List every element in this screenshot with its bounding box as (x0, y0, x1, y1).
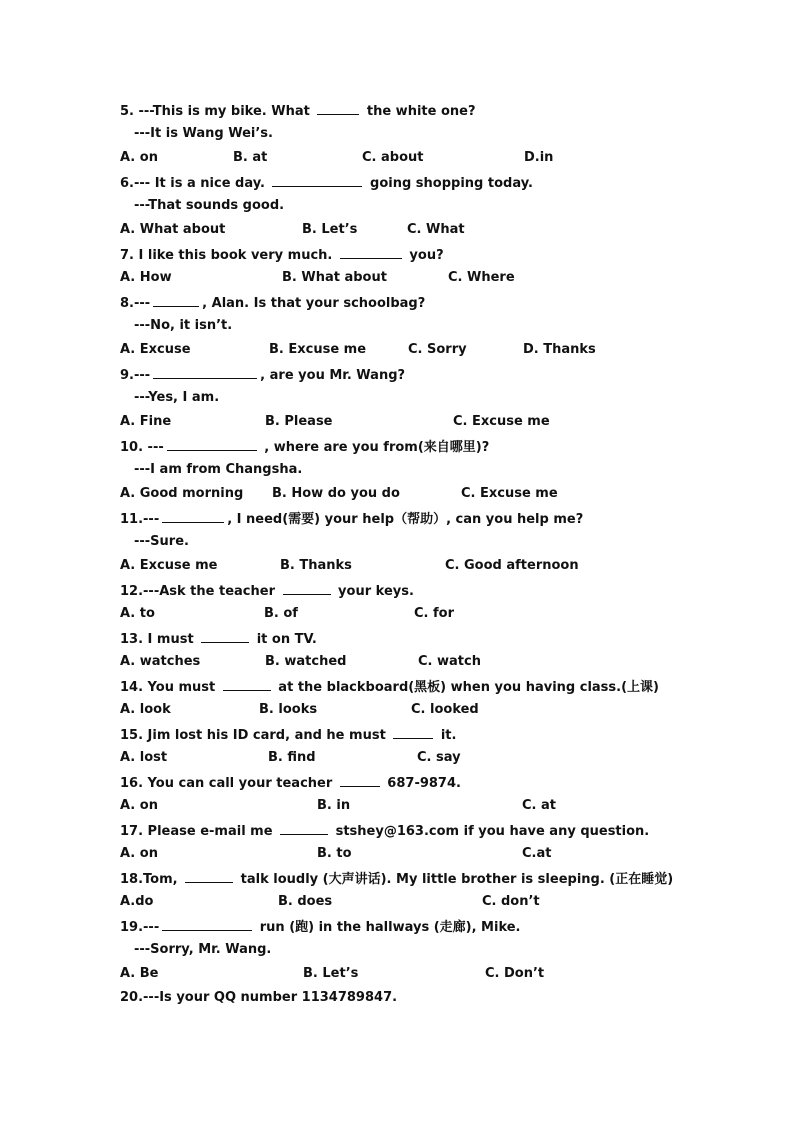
question-text: the white one? (362, 104, 476, 119)
answer-option[interactable]: C. about (362, 150, 424, 165)
answer-option[interactable]: C. watch (418, 654, 481, 669)
question-text: talk loudly (大声讲话). My little brother is sleeping. (正在睡觉) (236, 872, 674, 887)
question-text: 20.---Is your QQ number 1134789847. (120, 990, 398, 1005)
answer-option[interactable]: D. Thanks (523, 342, 596, 357)
answer-option[interactable]: A. on (120, 798, 158, 813)
answer-option[interactable]: C. Where (448, 270, 515, 285)
question-text: 13. I must (120, 632, 199, 647)
answer-blank[interactable] (223, 678, 271, 691)
answer-option[interactable]: C. at (522, 798, 556, 813)
answer-option[interactable]: B. Let’s (302, 222, 358, 237)
question-text: ---Yes, I am. (134, 390, 220, 405)
answer-blank[interactable] (162, 510, 224, 523)
question-text: 15. Jim lost his ID card, and he must (120, 728, 391, 743)
answer-option[interactable]: A. Excuse (120, 342, 191, 357)
question-text: you? (404, 248, 444, 263)
answer-option[interactable]: A. watches (120, 654, 201, 669)
question-text: ---Sure. (134, 534, 189, 549)
answer-option[interactable]: C. Don’t (485, 966, 545, 981)
dialogue-response (134, 318, 232, 334)
question-text: 18.Tom, (120, 872, 183, 887)
answer-option[interactable]: C. say (417, 750, 461, 765)
answer-option[interactable]: C. Excuse me (453, 414, 550, 429)
answer-option[interactable]: C.at (522, 846, 552, 861)
answer-option[interactable]: B. looks (259, 702, 318, 717)
question-text: 11.--- (120, 512, 160, 527)
answer-option[interactable]: B. watched (265, 654, 347, 669)
question-text: , where are you from(来自哪里)? (259, 440, 490, 455)
question-stem (120, 918, 521, 936)
question-stem (120, 246, 444, 264)
answer-blank[interactable] (167, 438, 257, 451)
answer-option[interactable]: C. don’t (482, 894, 540, 909)
answer-option[interactable]: A. How (120, 270, 172, 285)
question-stem (120, 630, 317, 648)
answer-option[interactable]: A. look (120, 702, 171, 717)
question-text: it. (436, 728, 457, 743)
answer-blank[interactable] (280, 822, 328, 835)
answer-option[interactable]: A. What about (120, 222, 226, 237)
question-text: stshey@163.com if you have any question. (331, 824, 650, 839)
question-stem (120, 678, 659, 696)
question-text: your keys. (333, 584, 414, 599)
question-text: , are you Mr. Wang? (260, 368, 406, 383)
question-stem (120, 726, 456, 744)
answer-blank[interactable] (340, 774, 380, 787)
question-text: 7. I like this book very much. (120, 248, 337, 263)
answer-option[interactable]: A. Be (120, 966, 159, 981)
question-text: , I need(需要) your help（帮助）, can you help me? (227, 512, 584, 527)
answer-blank[interactable] (201, 630, 249, 643)
question-text: ---No, it isn’t. (134, 318, 233, 333)
answer-option[interactable]: C. looked (411, 702, 479, 717)
question-text: ---It is Wang Wei’s. (134, 126, 273, 141)
dialogue-response (134, 534, 189, 550)
question-text: 14. You must (120, 680, 220, 695)
question-text: at the blackboard(黑板) when you having class.(上课) (273, 680, 659, 695)
question-text: , Alan. Is that your schoolbag? (202, 296, 426, 311)
question-stem (120, 774, 461, 792)
question-text: 16. You can call your teacher (120, 776, 337, 791)
dialogue-response (134, 198, 284, 214)
answer-option[interactable]: A. Good morning (120, 486, 244, 501)
answer-blank[interactable] (272, 174, 362, 187)
question-stem (120, 510, 583, 528)
answer-blank[interactable] (153, 294, 199, 307)
answer-blank[interactable] (162, 918, 252, 931)
question-text: 5. ---This is my bike. What (120, 104, 315, 119)
question-text: 12.---Ask the teacher (120, 584, 280, 599)
question-stem (120, 294, 425, 312)
question-stem (120, 102, 476, 120)
question-stem (120, 438, 489, 456)
answer-option[interactable]: A.do (120, 894, 154, 909)
answer-blank[interactable] (393, 726, 433, 739)
question-text: 9.--- (120, 368, 151, 383)
answer-option[interactable]: B. at (233, 150, 268, 165)
answer-option[interactable]: C. What (407, 222, 465, 237)
question-text: ---Sorry, Mr. Wang. (134, 942, 272, 957)
answer-option[interactable]: B. Thanks (280, 558, 352, 573)
question-text: 17. Please e-mail me (120, 824, 278, 839)
question-stem (120, 870, 673, 888)
dialogue-response (134, 390, 219, 406)
question-text: ---That sounds good. (134, 198, 285, 213)
question-text: ---I am from Changsha. (134, 462, 303, 477)
question-text: run (跑) in the hallways (走廊), Mike. (255, 920, 521, 935)
question-stem (120, 822, 649, 840)
answer-option[interactable]: C. Excuse me (461, 486, 558, 501)
answer-option[interactable]: A. on (120, 846, 158, 861)
answer-blank[interactable] (185, 870, 233, 883)
question-stem (120, 582, 414, 600)
answer-option[interactable]: D.in (524, 150, 554, 165)
question-text: 6.--- It is a nice day. (120, 176, 270, 191)
answer-blank[interactable] (153, 366, 257, 379)
answer-option[interactable]: B. Please (265, 414, 333, 429)
answer-option[interactable]: B. to (317, 846, 352, 861)
answer-option[interactable]: A. to (120, 606, 155, 621)
question-text: 687-9874. (382, 776, 461, 791)
answer-option[interactable]: A. on (120, 150, 158, 165)
question-text: 19.--- (120, 920, 160, 935)
answer-option[interactable]: B. Excuse me (269, 342, 367, 357)
answer-option[interactable]: B. How do you do (272, 486, 400, 501)
answer-option[interactable]: C. Good afternoon (445, 558, 579, 573)
answer-option[interactable]: B. What about (282, 270, 387, 285)
answer-option[interactable]: B. find (268, 750, 316, 765)
question-stem (120, 366, 405, 384)
answer-option[interactable]: A. lost (120, 750, 168, 765)
answer-option[interactable]: C. for (414, 606, 455, 621)
answer-blank[interactable] (340, 246, 402, 259)
question-stem (120, 174, 533, 192)
question-text: 8.--- (120, 296, 151, 311)
answer-option[interactable]: A. Fine (120, 414, 172, 429)
answer-option[interactable]: B. Let’s (303, 966, 359, 981)
answer-option[interactable]: B. of (264, 606, 298, 621)
dialogue-response (134, 942, 271, 958)
question-text: 10. --- (120, 440, 164, 455)
dialogue-response (134, 462, 302, 478)
answer-option[interactable]: C. Sorry (408, 342, 467, 357)
dialogue-response (134, 126, 273, 142)
question-text: it on TV. (252, 632, 317, 647)
question-stem (120, 990, 397, 1006)
answer-blank[interactable] (283, 582, 331, 595)
question-text: going shopping today. (365, 176, 533, 191)
answer-option[interactable]: B. does (278, 894, 333, 909)
answer-blank[interactable] (317, 102, 359, 115)
answer-option[interactable]: A. Excuse me (120, 558, 218, 573)
answer-option[interactable]: B. in (317, 798, 351, 813)
